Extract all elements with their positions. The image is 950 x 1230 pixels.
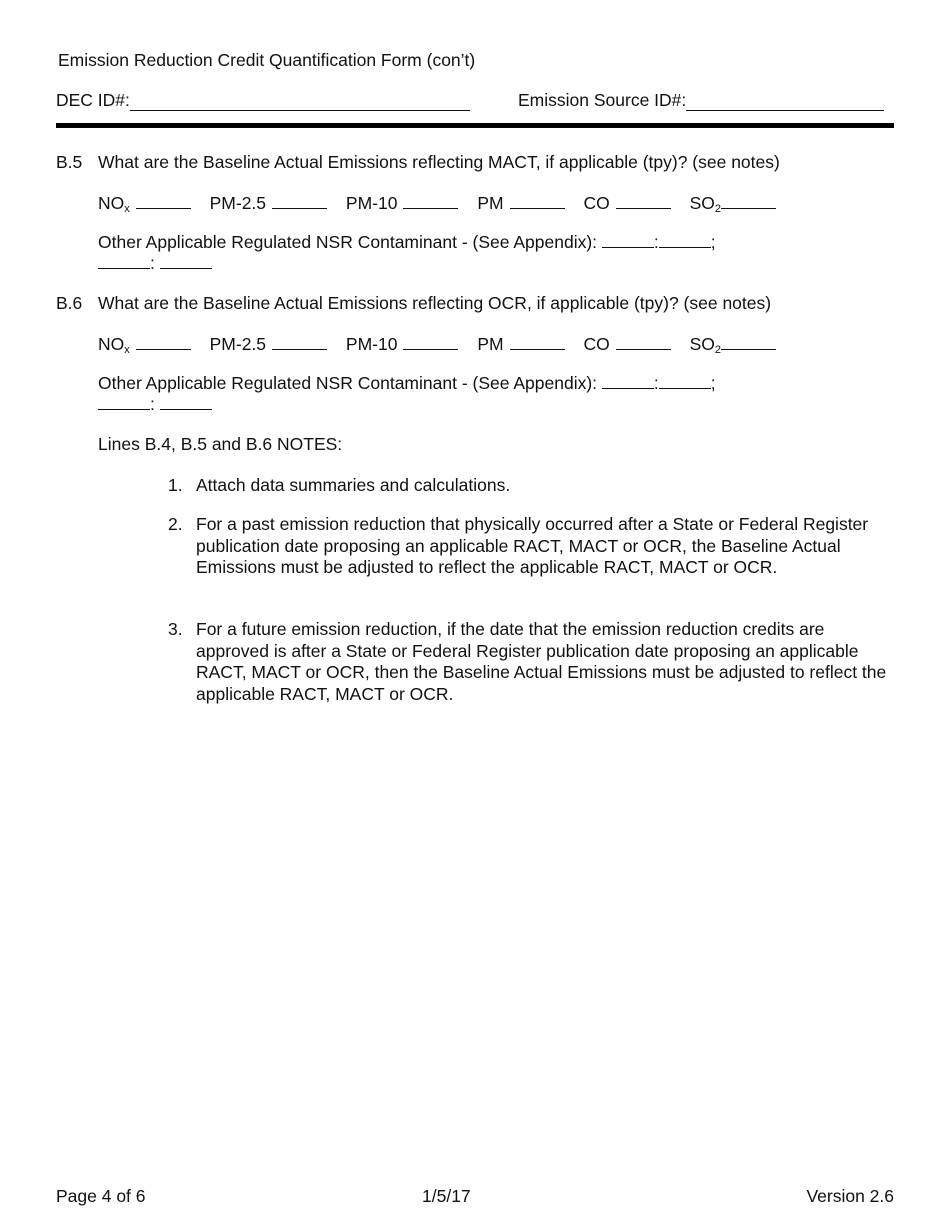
dec-id-row [56, 90, 470, 111]
pollutant-row [98, 333, 786, 355]
other-field-3[interactable] [98, 395, 150, 410]
header-divider [56, 123, 894, 128]
pm10-field[interactable] [403, 192, 458, 209]
pollutant-so2: $SO_2$ [690, 333, 776, 355]
other-field-2[interactable] [659, 374, 711, 389]
pollutant-co: CO [583, 192, 670, 214]
notes-title: Lines B.4, B.5 and B.6 NOTES: [98, 434, 343, 454]
pollutant-pm: PM [477, 333, 564, 355]
pollutant-nox: $NO_x$ [98, 192, 191, 214]
so2-field[interactable] [721, 192, 776, 209]
note-number: 1. [168, 475, 183, 495]
so2-field[interactable] [721, 333, 776, 350]
revision-date: 1/5/17 [422, 1186, 471, 1206]
note-item [168, 619, 888, 705]
note-number: 3. [168, 619, 183, 639]
question-number: B.5 [56, 152, 83, 172]
other-contaminant: Other Applicable Regulated NSR Contaminant - (See Appendix): : ; : [98, 232, 716, 273]
other-field-4[interactable] [160, 395, 212, 410]
pollutant-nox: $NO_x$ [98, 333, 191, 355]
note-item [168, 475, 888, 497]
other-field-1[interactable] [602, 374, 654, 389]
pm-field[interactable] [510, 192, 565, 209]
dec-id-label: DEC ID#: [56, 90, 130, 110]
note-number: 2. [168, 514, 183, 534]
note-text: Attach data summaries and calculations. [196, 475, 511, 495]
co-field[interactable] [616, 192, 671, 209]
dec-id-field[interactable] [130, 92, 470, 111]
pollutant-pm10: PM-10 [346, 192, 459, 214]
other-field-1[interactable] [602, 233, 654, 248]
source-id-label: Emission Source ID#: [518, 90, 687, 110]
pollutant-co: CO [583, 333, 670, 355]
version-label: Version 2.6 [806, 1186, 894, 1206]
question-text: What are the Baseline Actual Emissions reflecting MACT, if applicable (tpy)? (see notes) [98, 152, 780, 172]
question-text: What are the Baseline Actual Emissions reflecting OCR, if applicable (tpy)? (see notes) [98, 293, 772, 313]
source-id-row [518, 90, 884, 111]
other-field-4[interactable] [160, 254, 212, 269]
pollutant-so2: $SO_2$ [690, 192, 776, 214]
nox-field[interactable] [136, 333, 191, 350]
pm-field[interactable] [510, 333, 565, 350]
pollutant-pm: PM [477, 192, 564, 214]
other-field-3[interactable] [98, 254, 150, 269]
other-contaminant-label: Other Applicable Regulated NSR Contaminant - (See Appendix): [98, 373, 598, 393]
pm25-field[interactable] [272, 333, 327, 350]
pollutant-pm25: PM-2.5 [210, 333, 327, 355]
other-contaminant: Other Applicable Regulated NSR Contaminant - (See Appendix): : ; : [98, 373, 716, 414]
co-field[interactable] [616, 333, 671, 350]
note-text: For a past emission reduction that physically occurred after a State or Federal Register publication date proposing an applicable RACT, MACT or OCR, the Baseline Actual Emissions must be adjusted to reflect the applicable RACT, MACT or OCR. [196, 514, 869, 577]
note-item [168, 514, 888, 579]
pollutant-pm25: PM-2.5 [210, 192, 327, 214]
pm10-field[interactable] [403, 333, 458, 350]
note-text: For a future emission reduction, if the date that the emission reduction credits are approved is after a State or Federal Register publication date proposing an applicable RACT, MACT or OCR, then the Baseline Actual Emissions must be adjusted to reflect the applicable RACT, MACT or OCR. [196, 619, 887, 704]
question-number: B.6 [56, 293, 83, 313]
pollutant-pm10: PM-10 [346, 333, 459, 355]
pollutant-row [98, 192, 786, 214]
pm25-field[interactable] [272, 192, 327, 209]
other-contaminant-label: Other Applicable Regulated NSR Contaminant - (See Appendix): [98, 232, 598, 252]
page-number: Page 4 of 6 [56, 1186, 146, 1206]
other-field-2[interactable] [659, 233, 711, 248]
nox-field[interactable] [136, 192, 191, 209]
form-title: Emission Reduction Credit Quantification Form (con’t) [58, 50, 476, 70]
source-id-field[interactable] [686, 92, 884, 111]
